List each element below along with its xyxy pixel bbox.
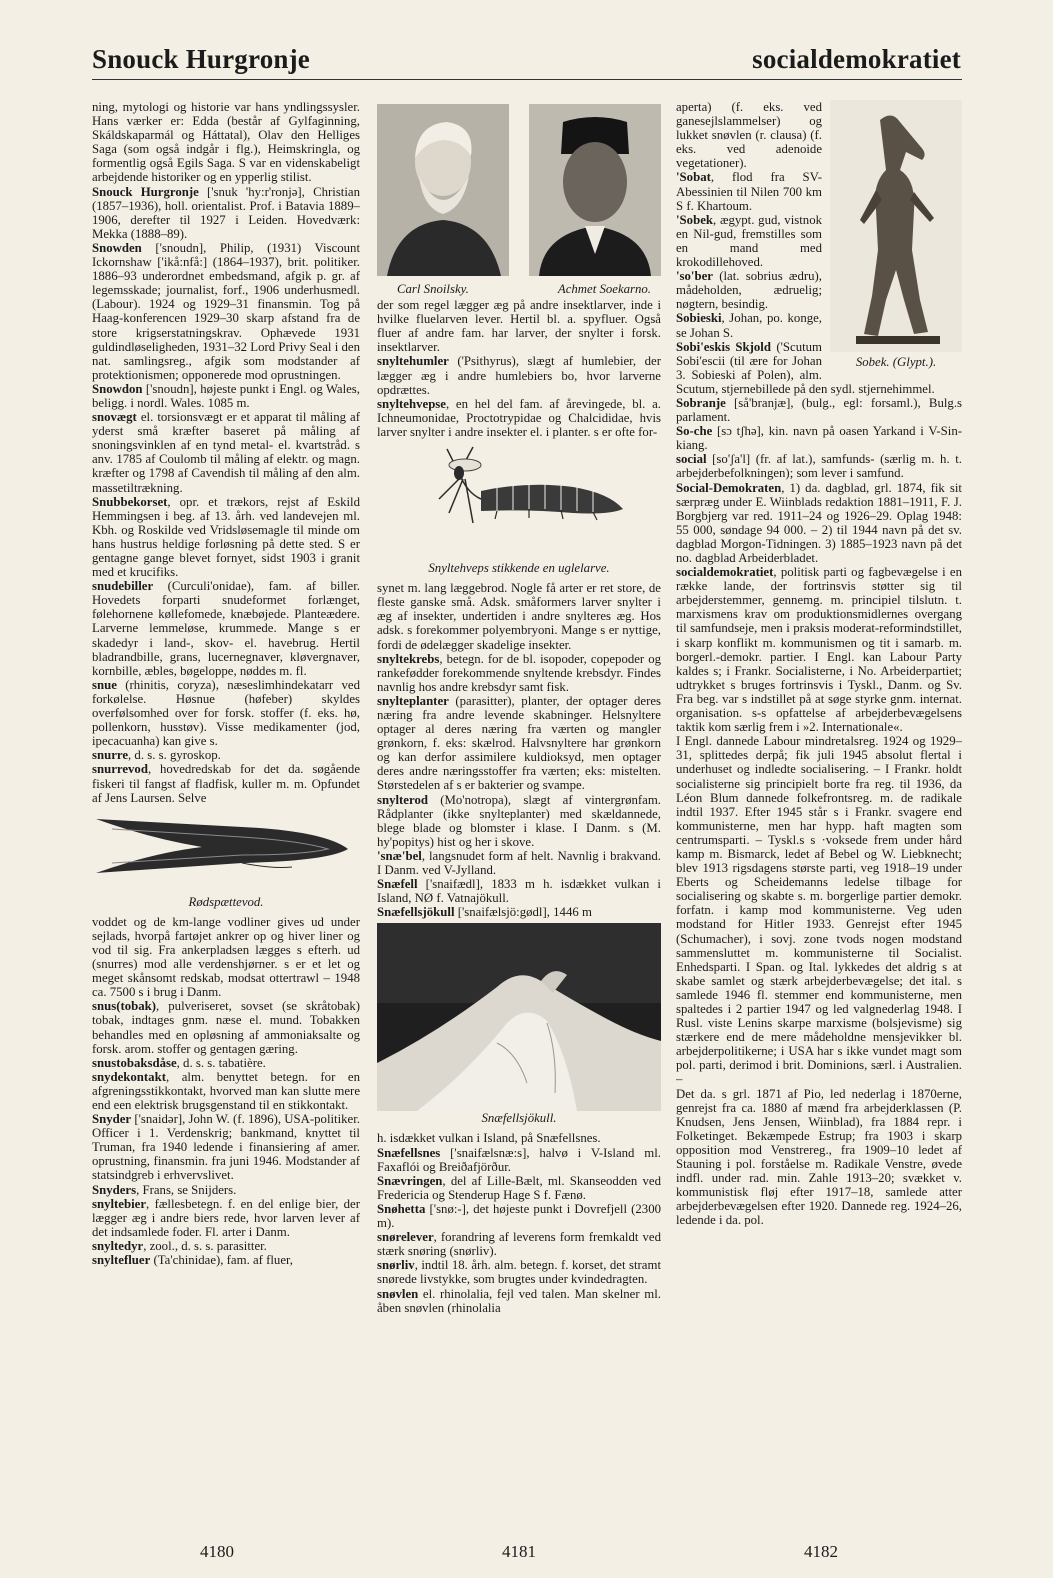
entry-headword: snylterod [377, 792, 428, 807]
portrait-captions [377, 282, 661, 298]
entry-text: , ægypt. gud, vistnok en Nil-gud, fremstilles som en mand med krokodillehoved. [676, 212, 822, 270]
entry-headword: Social-Demokraten [676, 480, 782, 495]
entry-headword: snørliv [377, 1258, 415, 1273]
dictionary-entry [377, 877, 661, 905]
entry-text: , zool., d. s. s. parasitter. [143, 1238, 267, 1253]
dictionary-entry [377, 1202, 661, 1230]
entry-headword: Snowden [92, 240, 142, 255]
caption-snyltehveps: Snyltehveps stikkende en uglelarve. [428, 561, 610, 576]
dictionary-entry [92, 185, 360, 241]
figure-snaefellsjokull [377, 923, 661, 1125]
snurrevod-net-illustration [92, 809, 360, 895]
header-rule [92, 79, 962, 80]
column-2-entries-end [377, 1131, 661, 1314]
dictionary-entry [92, 999, 360, 1055]
entry-text: , fællesbetegn. f. en del enlige bier, der lægger æg i andre biers rede, hvor larven lever af det indsamlede foder. Fl. arter i Danm. [92, 1196, 360, 1239]
entry-headword: 'snæ'bel [377, 848, 422, 863]
entry-text: I Engl. dannede Labour mindretalsreg. 1924 og 1929–31, splittedes derpå; fik juli 1945 absolut flertal i underhuset og indledte socialisering. – I Frankr. holdt socialisterne sig principielt borte fra reg. til 1936, da Léon Blum dannede folkefrontsreg. m. de radikale indtil 1937. Efter 1945 står s i Frankr. svagere end kommunisterne, men har hypp. haft magten som centrumsparti. – Tyskl.s s ·voksede frem under hård kamp m. Bismarck, ledet af Bebel og W. Liebknecht; blev 1913 rigsdagens største parti, veg 1918–19 under Eberts og Scheidemanns ledelse tilbage for socialisering og skabte s. m. borgerlige partier demokr. forfatn. i kamp mod kommunisterne. Veg uden modstand for Hitler 1933. Genrejst efter 1945 (Schumacher), i sovj. zone tvods nogen modstand sammensluttet m. kommunisterne til Socialist. Enhedsparti. I Span. og Ital. lykkedes det aldrig s at skabe samlet og stærk arbejderbevægelse; det ital. s samlede 1946 fl. stemmer end kommunisterne, men spaltedes i 2 partier 1947 og led valgnederlag 1948. I Rusl. viste Lenins skarpe marxisme (bolsjevisme) sig stærkere end de mere mådeholdne mensjevikker bl. arbejderpolitikerne; i USA har s ikke vundet magt som pol. parti, derimod i brit. Dominions, særl. i Australien. – [676, 734, 962, 1087]
dictionary-entry [377, 581, 661, 651]
page-number-1: 4180 [200, 1542, 234, 1561]
entry-headword: snydekontakt [92, 1069, 166, 1084]
entry-text: , politisk parti og fagbevægelse i en række lande, der fortrinsvis støtter sig til arbejderstemmer, gennemg. m. principiel tilslutn. t. marxismens krav om produktionsmidlernes overgang til samfundseje, men i praksis moderat-reformindstillet, i skarp konflikt m. kommunismen og tit i samarb. m. borgerl.-demokr. partier. I Engl. kan Labour Party kaldes s; i Frankr. Socialisterne, i No. Arbeiderpartiet; udtrykket s bruges fortrinsvis i Tyskl., Danm. og Sv. Fra beg. var s indstillet på at søge styrke gnm. internat. organisation. s-s opfattelse af arbejderbevægelsens taktik kom særlig frem i »2. Internationale«. [676, 565, 962, 735]
dictionary-entry [676, 1087, 962, 1228]
dictionary-entry [377, 1230, 661, 1258]
entry-text: ['snaidər], John W. (f. 1896), USA-politiker. Officer i 1. Verdenskrig; bankmand, knyttet til Truman, fra 1940 ledende i finansiering af amer. oprustning, finansmin. fra juni 1946. Modstander af statsindgreb i erhvervslivet. [92, 1112, 360, 1183]
entry-headword: Sobranje [676, 395, 726, 410]
snoilsky-photo [377, 104, 509, 276]
entry-text: [sɔ tʃhə], kin. navn på oasen Yarkand i V-Sin-kiang. [676, 424, 962, 453]
entry-headword: snurrevod [92, 762, 148, 777]
entry-headword: snyltekrebs [377, 651, 440, 666]
entry-text: Det da. s grl. 1871 af Pio, led nederlag i 1870erne, genrejst fra ca. 1880 af mænd fra arbejderklassen (P. Knudsen, Jens Jensen, Wiinblad), fra 1884 repr. i Folketinget. Bekæmpede Estrup; fra 1903 i skarp opposition mod Venstrereg., fra 1909–10 ledet af Stauning i pol. forståelse m. Radikale Venstre, øvede indfl. under rad. min. Zahle 1913–20; svækket v. kommunistisk fløj efter 1917–18, samlede atter arbejderbevægelsen efter 1920. Dannede reg. 1924–26, ledende i da. pol. [676, 1086, 962, 1228]
dictionary-entry [676, 565, 962, 734]
entry-headword: 'Sobat [676, 170, 711, 185]
dictionary-entry [92, 1183, 360, 1197]
portraits-row [377, 104, 661, 276]
wasp-larva-illustration [377, 443, 661, 561]
entry-text: (Mo'notropa), slægt af vintergrønfam. Rådplanter (ikke snylteplanter) med skældannede, blege blade og blomster i klase. I Danm. s (M. hy'popitys) hist og her i skove. [377, 792, 661, 849]
column-1-entries-continued [92, 915, 360, 1267]
entry-headword: 'Sobek [676, 212, 713, 227]
entry-headword: Sobieski [676, 311, 722, 326]
caption-rodspaettevod: Rødspættevod. [188, 894, 264, 909]
entry-text: h. isdækket vulkan i Island, på Snæfellsnes. [377, 1131, 601, 1146]
entry-text: (Curculi'onidae), fam. af biller. Hovedets forparti snudeformet forlænget, følehornene køllefomede, knæbøjede. Planteædere. Larverne lemmeløse, krummede. Mange s er skadedyr i land-, skov- el. havebrug. Hertil bladrandbille, grans, lucernegnaver, kløvergnaver, kornbille, æbles, bøgeloppe, nøddes m. fl. [92, 579, 360, 678]
column-2-entries [377, 298, 661, 439]
dictionary-entry [377, 694, 661, 793]
dictionary-entry [92, 410, 360, 495]
dictionary-entry [92, 100, 360, 185]
dictionary-entry [92, 382, 360, 410]
entry-headword: Snouck Hurgronje [92, 184, 199, 199]
dictionary-entry [377, 397, 661, 439]
dictionary-entry [377, 1131, 661, 1145]
entry-text: (Ta'chinidae), fam. af fluer, [150, 1253, 293, 1268]
soekarno-photo [529, 104, 661, 276]
entry-text: ('Scutum Sobi'escii (til ære for Johan 3. Sobieski af Polen), alm. Scutum, stjernebillede på den sydl. stjernehimmel. [676, 339, 935, 396]
dictionary-entry [377, 1287, 661, 1315]
dictionary-entry [377, 652, 661, 694]
figure-sobek [830, 100, 962, 369]
entry-text: , hovedredskab for det da. søgående fiskeri til fangst af fladfisk, kuller m. m. Opfundet af Jens Laursen. Selve [92, 762, 360, 805]
dictionary-entry [377, 1258, 661, 1286]
column-1-entries [92, 100, 360, 805]
entry-text: synet m. lang læggebrod. Nogle få arter er ret store, de fleste ganske små. Adsk. småformers larver snylter i æg af insekter, undertiden i andre snylteres æg. Hos adsk. s forekommer polyembryoni. Mange s er nyttige, fordi de ødelægger skadelige insekter. [377, 581, 661, 652]
entry-text: , d. s. s. tabatière. [176, 1055, 266, 1070]
entry-headword: snøvlen [377, 1286, 419, 1301]
dictionary-entry [92, 579, 360, 678]
entry-headword: snus(tobak) [92, 999, 157, 1014]
portrait-snoilsky [377, 104, 509, 276]
entry-headword: snørelever [377, 1230, 434, 1245]
entry-text: , del af Lille-Bælt, ml. Skanseodden ved Fredericia og Stenderup Hage S f. Fænø. [377, 1173, 661, 1202]
column-2 [377, 100, 661, 1510]
entry-headword: snustobaksdåse [92, 1055, 177, 1070]
entry-headword: socialdemokratiet [676, 565, 774, 580]
dictionary-entry [92, 1056, 360, 1070]
dictionary-entry [92, 678, 360, 748]
entry-text: , forandring af leverens form fremkaldt ved stærk snøring (snørliv). [377, 1230, 661, 1259]
entry-headword: Snæfellsjökull [377, 905, 455, 920]
entry-text: , betegn. for de bl. isopoder, copepoder og rankefødder forekommende snyltende krebsdyr. Findes navnlig hos andre krebsdyr samt fisk. [377, 651, 661, 694]
entry-text: ['snaifælsnæ:s], halvø i V-Island ml. Faxaflói og Breiðafjörður. [377, 1145, 661, 1174]
entry-headword: Snævringen [377, 1173, 443, 1188]
entry-text: ('Psithyrus), slægt af humlebier, der lægger æg i andre humlebiers bo, hvor larverne opdrættes. [377, 354, 661, 397]
entry-text: el. rhinolalia, fejl ved talen. Man skelner ml. åben snøvlen (rhinolalia [377, 1286, 661, 1315]
dictionary-entry [92, 1197, 360, 1239]
entry-text: (lat. sobrius ædru), mådeholden, ædruelig; nøgtern, besindig. [676, 269, 822, 312]
dictionary-entry [377, 793, 661, 849]
entry-headword: snyltehumler [377, 354, 449, 369]
entry-headword: snovægt [92, 410, 137, 425]
column-2-entries-continued [377, 581, 661, 919]
running-head-left: Snouck Hurgronje [92, 44, 310, 74]
dictionary-entry [92, 1070, 360, 1112]
running-head-right: socialdemokratiet [752, 44, 961, 74]
dictionary-entry [377, 298, 661, 354]
entry-headword: Sobi'eskis Skjold [676, 339, 771, 354]
entry-headword: social [676, 452, 707, 467]
entry-text: , flod fra SV-Abessinien til Nilen 700 km S f. Khartoum. [676, 170, 822, 213]
entry-text: (parasitter), planter, der optager deres næring fra andre levende skabninger. Helsnyltere optager al deres næring fra værten og mangler grønkorn, f. eks: skælrod. Halvsnyltere har grønkorn og kan derfor assimilere kuldioksyd, men optager deres andre næringsstoffer fra værten; eks: mistelten. Størstedelen af s er bakterier og svampe. [377, 693, 661, 793]
entry-headword: snyltedyr [92, 1238, 144, 1253]
dictionary-entry [92, 915, 360, 1000]
dictionary-entry [676, 424, 962, 452]
entry-text: , Johan, po. konge, se Johan S. [676, 311, 822, 340]
entry-text: ning, mytologi og historie var hans yndlingssysler. Hans værker er: Edda (består af Gylfaginning, Skáldskaparmál og Háttatal), Olav den Helliges Saga (som også indgår i flg.), Heimskringla, og formentlig også Egils Saga. S var en videnskabeligt arbejdende historiker og en ypperlig stilist. [92, 100, 360, 185]
entry-text: , indtil 18. årh. alm. betegn. f. korset, det stramt snørede livstykke, som brugtes under kvindedragten. [377, 1258, 661, 1287]
entry-headword: snyltebier [92, 1196, 147, 1211]
entry-headword: Snyders [92, 1182, 137, 1197]
entry-headword: Snowdon [92, 381, 143, 396]
dictionary-entry [377, 1146, 661, 1174]
entry-headword: snurre [92, 748, 129, 763]
dictionary-entry [92, 748, 360, 762]
entry-headword: snyltehvepse [377, 396, 446, 411]
entry-headword: snue [92, 677, 117, 692]
caption-snaefellsjokull: Snæfellsjökull. [481, 1111, 557, 1126]
entry-text: , d. s. s. gyroskop. [128, 748, 221, 763]
entry-headword: Snæfell [377, 877, 418, 892]
entry-text: , langsnudet form af helt. Navnlig i brakvand. I Danm. ved V-Jylland. [377, 848, 661, 877]
entry-text: ['snoudn], højeste punkt i Engl. og Wales, beligg. i nordl. Wales. 1085 m. [92, 381, 360, 410]
dictionary-entry [377, 905, 661, 919]
dictionary-entry [92, 762, 360, 804]
dictionary-entry [377, 1174, 661, 1202]
dictionary-entry [92, 241, 360, 382]
entry-text: ['snaifædl], 1833 m h. isdækket vulkan i Island, NØ f. Vatnajökull. [377, 877, 661, 906]
caption-snoilsky: Carl Snoilsky. [397, 282, 469, 296]
caption-sobek: Sobek. (Glypt.). [855, 355, 937, 370]
entry-text: (rhinitis, coryza), næseslimhindekatarr ved forkølelse. Høsnue (høfeber) skyldes overfølsomhed over for forsk. stoffer (f. eks. hø, pollenkorn, husstøv). Visse medikamenter (jod, ipecacuanha) kan give s. [92, 677, 360, 749]
entry-text: ['snø:-], det højeste punkt i Dovrefjell (2300 m). [377, 1201, 661, 1231]
dictionary-entry [92, 1253, 360, 1267]
figure-rodspaettevod [92, 809, 360, 909]
dictionary-entry [676, 481, 962, 566]
entry-text: voddet og de km-lange vodliner gives ud under sejlads, hvorpå fartøjet ankrer op og hiver liner og vod til sig. Fra ankerpladsen lægges s efterh. ud (snurres) mod alle verdenshjørner. s er et let og meget skånsomt redskab, modsat ottertrawl – 1948 ca. 7500 s i brug i Danm. [92, 914, 360, 1000]
entry-headword: Snæfellsnes [377, 1145, 441, 1160]
entry-headword: Snubbekorset [92, 494, 168, 509]
entry-text: , 1) da. dagblad, grl. 1874, fik sit særpræg under E. Wiinblads redaktion 1881–1911, F. J. Borgbjerg var red. 1911–24 og 1926–29. Oplag 1948: 55 000, søndage 94 000. – 2) til 1944 navn på det sv. dagblad Morgon-Tidningen. 3) 1885–1923 navn på det no. dagblad Arbeiderbladet. [676, 480, 962, 565]
page-number-3: 4182 [804, 1542, 838, 1561]
dictionary-entry [676, 396, 962, 424]
entry-text: , opr. et trækors, rejst af Eskild Hemmingsen i beg. af 13. årh. ved landevejen ml. Kbh. og Roskilde ved Vridsløsemagle til minde om hans hustrus heldige forløsning på dette sted. S er gentagne gange blevet fornyet, sidst 1903 i granit med et krucifiks. [92, 494, 360, 580]
entry-text: aperta) (f. eks. ved ganesejlslammelser) og lukket snøvlen (r. clausa) (f. eks. ved adenoide vegetationer). [676, 100, 822, 171]
entry-headword: snudebiller [92, 579, 154, 594]
snaefellsjokull-photo [377, 923, 661, 1111]
entry-headword: snylteplanter [377, 693, 449, 708]
page-number-2: 4181 [502, 1542, 536, 1561]
entry-text: ['snaifælsjö:gødl], 1446 m [454, 905, 592, 920]
entry-text: , en hel del fam. af årevingede, bl. a. Ichneumonidae, Proctotrypidae og Chalcididae, hvis larver snylter i andre insekter el. i planter. s er ofte for- [377, 396, 661, 439]
entry-text: ['snuk 'hy:r'ronjə], Christian (1857–1936), holl. orientalist. Prof. i Batavia 1889–1906, derefter til 1927 i Leiden. Hovedværk: Mekka (1888–89). [92, 184, 360, 241]
entry-text: der som regel lægger æg på andre insektlarver, inde i hvilke fluelarven lever. Hertil bl. a. spyfluer. Også fluer af andre fam. har larver, der snylter i forsk. insektlarver. [377, 298, 661, 355]
entry-headword: 'so'ber [676, 269, 713, 284]
entry-headword: Snøhetta [377, 1201, 426, 1216]
entry-headword: snyltefluer [92, 1253, 151, 1268]
dictionary-entry [377, 849, 661, 877]
entry-text: , alm. benyttet betegn. for en afgreningsstikkontakt, hvorved man kan slutte mere end een elektrisk brugsgenstand til en stikkontakt. [92, 1069, 360, 1112]
dictionary-entry [676, 452, 962, 480]
entry-text: ['snoudn], Philip, (1931) Viscount Ickornshaw ['ikå:nfå:] (1864–1937), brit. politiker. 1886–93 underordnet embedsmand, afgik p. gr. af legemsskade; journalist, forf., 1906 underhusmedl. (Labour). 1924 og 1929–31 finansmin. Tog på Haag-konferencen 1929–30 skarp afstand fra de store krigserstatningskrav. Ophævede 1931 guldindløseligheden, 1931–32 Lord Privy Seal i den nat. samlingsreg., afgik som modstander af protektionismen; opponerede mod oprustningen. [92, 240, 360, 382]
entry-headword: So-che [676, 424, 713, 439]
entry-text: el. torsionsvægt er et apparat til måling af yderst små kræfter baseret på måling af snoningsvinklen af en tynd metal- el. kvartstråd. s anv. 1785 af Coulomb til måling af elektr. og magn. kræfter og 1798 af Cavendish til måling af den alm. massetiltrækning. [92, 410, 360, 495]
entry-text: [så'branjæ], (bulg., egl: forsaml.), Bulg.s parlament. [676, 395, 962, 425]
dictionary-entry [92, 1239, 360, 1253]
dictionary-entry [676, 734, 962, 1086]
figure-snyltehveps [377, 443, 661, 575]
column-3 [676, 100, 962, 1510]
column-1 [92, 100, 360, 1510]
entry-text: , pulveriseret, sovset (se skråtobak) tobak, indtages gnm. næse el. mund. Tobakken behandles med en opløsning af ammoniaksalte og forsk. arom. stoffer og gentagen gæring. [92, 999, 360, 1056]
dictionary-entry [92, 1112, 360, 1182]
entry-text: [so'ʃa'l] (fr. af lat.), samfunds- (særlig m. h. t. arbejderbefolkningen); som lever i samfund. [676, 452, 962, 481]
caption-soekarno: Achmet Soekarno. [557, 282, 651, 296]
dictionary-entry [92, 495, 360, 580]
sobek-statue-photo [830, 100, 962, 352]
dictionary-entry [377, 354, 661, 396]
entry-headword: Snyder [92, 1112, 132, 1127]
entry-text: , Frans, se Snijders. [136, 1182, 237, 1197]
portrait-soekarno [529, 104, 661, 276]
